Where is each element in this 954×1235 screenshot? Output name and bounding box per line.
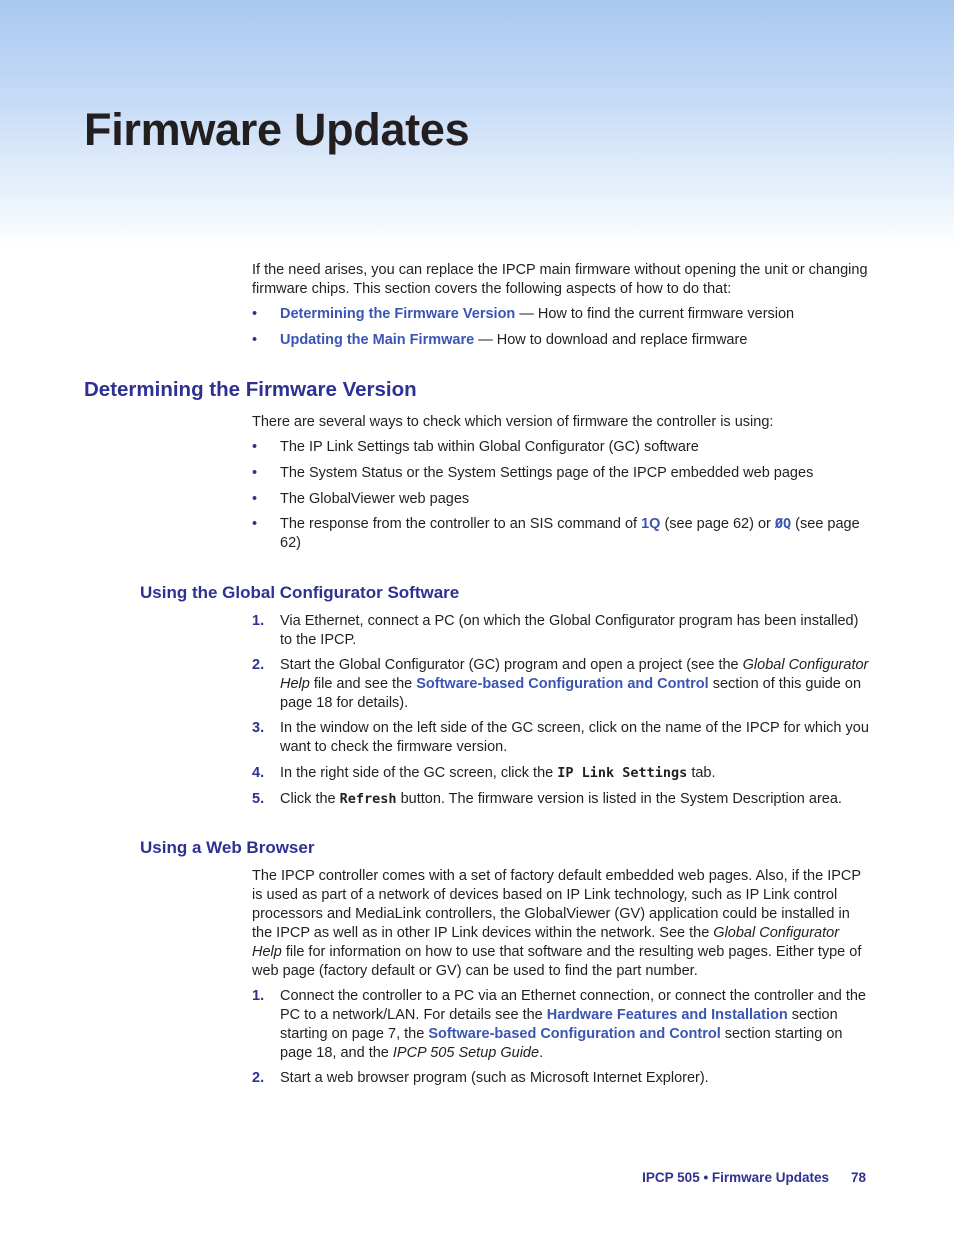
section1-bullet-2 <box>252 464 872 483</box>
gc-step-5 <box>252 790 872 809</box>
gc-step-2 <box>252 656 872 713</box>
step-emphasis: IPCP 505 Setup Guide <box>392 1045 540 1061</box>
section1-bullet-4 <box>252 515 872 553</box>
step-text: file and see the <box>309 676 417 692</box>
step-number: 2. <box>252 1070 265 1086</box>
intro-paragraph: If the need arises, you can replace the IPCP main firmware without opening the unit or changing firmware chips. This section covers the following aspects of how to do that: <box>252 262 868 297</box>
web-block <box>252 867 872 1088</box>
link-updating-main-firmware[interactable]: Updating the Main Firmware <box>280 332 475 348</box>
ip-link-settings-tab-label: IP Link Settings <box>557 765 688 781</box>
page-number: 78 <box>850 1170 866 1185</box>
intro-block <box>252 261 872 350</box>
bullet-icon: • <box>252 516 258 532</box>
step-text: Start the Global Configurator (GC) program and open a project (see the <box>280 657 743 673</box>
bullet-text: The GlobalViewer web pages <box>280 491 470 507</box>
step-number: 5. <box>252 791 265 807</box>
link-software-based-configuration[interactable]: Software-based Configuration and Control <box>428 1026 721 1042</box>
bullet-text: — How to find the current firmware version <box>515 306 795 322</box>
step-number: 1. <box>252 613 265 629</box>
paragraph-emphasis: Global Configurator Help <box>252 925 840 960</box>
intro-bullet-list <box>252 305 872 350</box>
link-software-based-configuration[interactable]: Software-based Configuration and Control <box>416 676 709 692</box>
page-title: Firmware Updates <box>84 104 470 155</box>
web-step-1 <box>252 987 872 1063</box>
bullet-text: The response from the controller to an SIS command of <box>280 516 642 532</box>
bullet-text: (see page 62) or <box>660 516 775 532</box>
gc-steps-block <box>252 612 872 809</box>
intro-bullet-2 <box>252 331 872 350</box>
web-steps-list <box>252 987 872 1088</box>
section1-bullet-3 <box>252 490 872 509</box>
link-hardware-features-installation[interactable]: Hardware Features and Installation <box>546 1007 788 1023</box>
bullet-icon: • <box>252 439 258 455</box>
step-text: section starting on page 7, the <box>280 1007 838 1042</box>
step-text: . <box>539 1045 544 1061</box>
bullet-icon: • <box>252 465 258 481</box>
bullet-icon: • <box>252 332 258 348</box>
footer-title: IPCP 505 • Firmware Updates <box>642 1170 829 1185</box>
step-text: button. The firmware version is listed in the System Description area. <box>396 791 842 807</box>
step-text: In the window on the left side of the GC screen, click on the name of the IPCP for which you want to check the firmware version. <box>280 720 869 755</box>
section-heading-determining-firmware: Determining the Firmware Version <box>84 378 417 401</box>
section1-block <box>252 413 872 553</box>
step-text: In the right side of the GC screen, click the <box>280 765 558 781</box>
bullet-text: The IP Link Settings tab within Global Configurator (GC) software <box>280 439 699 455</box>
bullet-text: — How to download and replace firmware <box>474 332 748 348</box>
web-paragraph <box>252 867 872 981</box>
paragraph-text: The IPCP controller comes with a set of factory default embedded web pages. Also, if the IPCP is used as part of a network of devices based on IP Link technology, such as IP Link control processors and MediaLink controllers, the GlobalViewer (GV) application could be installed in the IPCP as well as in other IP Link devices within the network. See the <box>252 868 861 941</box>
step-text: Click the <box>280 791 340 807</box>
step-number: 4. <box>252 765 265 781</box>
step-text: section starting on page 18, and the <box>280 1026 843 1061</box>
refresh-button-label: Refresh <box>339 791 397 807</box>
bullet-icon: • <box>252 306 258 322</box>
step-emphasis: Global Configurator Help <box>280 657 869 692</box>
paragraph-text: file for information on how to use that software and the resulting web pages. Either type of web page (factory default or GV) can be used to find the part number. <box>252 944 862 979</box>
step-number: 3. <box>252 720 265 736</box>
sis-command-0q[interactable]: ØQ <box>774 516 792 532</box>
section1-bullet-list <box>252 438 872 553</box>
gc-step-4 <box>252 764 872 783</box>
step-number: 1. <box>252 988 265 1004</box>
section1-intro: There are several ways to check which version of firmware the controller is using: <box>252 414 774 430</box>
bullet-icon: • <box>252 491 258 507</box>
intro-bullet-1 <box>252 305 872 324</box>
subheading-web-browser: Using a Web Browser <box>140 838 315 857</box>
step-text: Connect the controller to a PC via an Ethernet connection, or connect the controller and the PC to a network/LAN. For details see the <box>280 988 866 1023</box>
link-determining-firmware-version[interactable]: Determining the Firmware Version <box>280 306 516 322</box>
bullet-text: The System Status or the System Settings page of the IPCP embedded web pages <box>280 465 814 481</box>
page-footer <box>642 1168 866 1187</box>
step-number: 2. <box>252 657 265 673</box>
subheading-global-configurator: Using the Global Configurator Software <box>140 583 460 602</box>
sis-command-1q[interactable]: 1Q <box>641 516 661 532</box>
step-text: section of this guide on page 18 for details). <box>280 676 862 711</box>
step-text: tab. <box>687 765 716 781</box>
bullet-text: (see page 62) <box>280 516 860 551</box>
section1-bullet-1 <box>252 438 872 457</box>
step-text: Start a web browser program (such as Microsoft Internet Explorer). <box>280 1070 709 1086</box>
step-text: Via Ethernet, connect a PC (on which the Global Configurator program has been installed) to the IPCP. <box>280 613 859 648</box>
gc-steps-list <box>252 612 872 809</box>
gc-step-1 <box>252 612 872 650</box>
web-step-2 <box>252 1069 872 1088</box>
gc-step-3 <box>252 719 872 757</box>
